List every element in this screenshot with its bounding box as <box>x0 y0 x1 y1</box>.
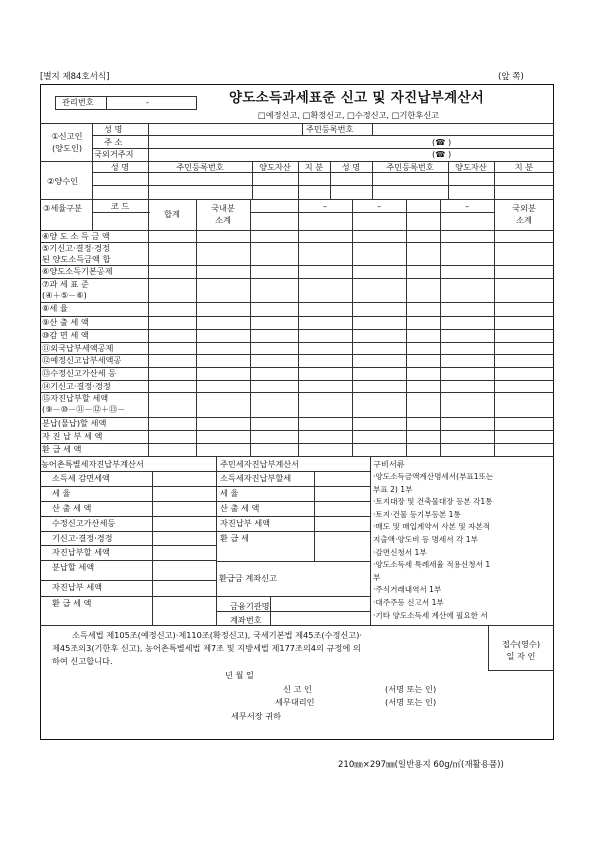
attachment-item: ·기타 양도소득세 계산에 필요한 서 <box>373 610 488 620</box>
attachment-item: ·토지·건물 등기부등본 1통 <box>373 509 461 519</box>
tax-row-line <box>40 430 554 431</box>
addressee: 세무서장 귀하 <box>231 711 282 721</box>
local-row-line <box>216 516 370 517</box>
mgmt-number-label: 관리번호 <box>62 97 94 107</box>
declaration-text-2: 제45조의3(기한후 신고), 농어촌특별세법 제7조 및 지방세법 제177조의4의 규정에 의 <box>52 643 361 653</box>
transferee-col-rrn: 주민등록번호 <box>176 162 224 172</box>
tax-row-label: ④양 도 소 득 금 액 <box>42 231 110 241</box>
report-type-options[interactable]: □예정신고, □확정신고, □수정신고, □기한후신고 <box>258 110 440 120</box>
reporter-address-label: 주 소 <box>104 137 123 147</box>
tax-row-label: ⑫예정신고납부세액공 <box>42 355 122 365</box>
local-row-label: 세 율 <box>220 488 239 498</box>
attachment-item: ·대주주등 신고서 1부 <box>373 598 444 607</box>
attachment-item: ·감면신청서 1부 <box>373 547 427 557</box>
tax-code-dash-2: – <box>376 201 382 211</box>
transferee-col-name: 성 명 <box>110 162 130 172</box>
tax-row-label: ⑪외국납부세액공제 <box>42 343 114 353</box>
tax-row-label: ⑤기신고·결정·경정 된 양도소득금액 합 <box>42 243 111 264</box>
agent-signature-label: 세무대리인 <box>275 697 315 707</box>
tax-foreign-label: 국외분 소계 <box>512 203 536 225</box>
special-row-label: 산 출 세 액 <box>52 503 92 513</box>
special-row-line <box>40 545 216 546</box>
attachment-item: ·양도소득세 특례세율 적용신청서 1 <box>373 560 491 570</box>
bank-name-label: 금융기관명 <box>230 601 270 611</box>
reporter-phone[interactable]: (☎ ) <box>432 137 452 147</box>
tax-row-line <box>40 316 554 317</box>
transferee-col-rrn-2: 주민등록번호 <box>386 162 434 172</box>
declaration-text-1: 소득세법 제105조(예정신고)·제110조(확정신고), 국세기본법 제45조(수정신고)· <box>72 630 363 640</box>
tax-rate-section-label: ③세율구분 <box>43 203 82 213</box>
special-row-label: 환 급 세 액 <box>52 598 92 608</box>
paper-spec-footer: 210㎜×297㎜(일반용지 60g/㎡(재활용품)) <box>338 760 504 770</box>
reporter-section-label: ①신고인 (양도인) <box>51 131 83 153</box>
tax-row-line <box>40 329 554 330</box>
local-row-line <box>216 596 370 597</box>
special-row-label: 분납할 세액 <box>52 562 95 572</box>
tax-row-line <box>40 367 554 368</box>
declaration-text-3: 하여 신고합니다. <box>52 656 113 666</box>
tax-row-label: ⑥양도소득기본공제 <box>42 266 113 276</box>
tax-row-line <box>40 242 554 243</box>
attachments-title: 구비서류 <box>373 459 405 469</box>
page-side-label: (앞 쪽) <box>498 72 524 82</box>
tax-row-line <box>40 443 554 444</box>
attachment-item: 부 <box>373 572 381 582</box>
tax-code-dash-3: – <box>464 201 470 211</box>
special-row-line <box>40 531 216 532</box>
mgmt-number-value[interactable]: - <box>146 97 149 107</box>
reporter-rrn-label: 주민등록번호 <box>306 124 354 134</box>
tax-row-label: 자 진 납 부 세 액 <box>42 431 103 441</box>
attachment-item: 지출액·양도비 등 명세서 각 1부 <box>373 535 478 544</box>
local-row-line <box>216 561 370 562</box>
tax-row-label: ⑬수정신고가산세 등 <box>42 368 117 378</box>
reporter-signature-field[interactable]: (서명 또는 인) <box>385 684 437 694</box>
special-tax-title: 농어촌특별세자진납부계산서 <box>41 459 144 469</box>
local-row-line <box>216 486 370 487</box>
reporter-signature-label: 신 고 인 <box>283 684 312 694</box>
refund-account-label: 환급금 계좌신고 <box>219 573 277 583</box>
agent-signature-field[interactable]: (서명 또는 인) <box>385 697 437 707</box>
form-number: [별지 제84호서식] <box>40 72 110 82</box>
tax-row-line <box>40 417 554 418</box>
local-tax-title: 주민세자진납부계산서 <box>220 459 300 469</box>
special-row-line <box>40 486 216 487</box>
special-row-label: 세 율 <box>52 488 71 498</box>
local-row-label: 환 급 세 <box>220 533 249 543</box>
special-row-label: 수정신고가산세등 <box>52 518 116 528</box>
tax-row-label: ⑩감 면 세 액 <box>42 330 89 340</box>
transferee-col-asset-2: 양도자산 <box>455 162 487 172</box>
local-row-label: 산 출 세 액 <box>220 503 260 513</box>
local-row-line <box>216 531 370 532</box>
tax-row-label: ⑧세 율 <box>42 303 68 313</box>
local-row-label: 자진납부 세액 <box>220 518 271 528</box>
special-row-label: 자진납부 세액 <box>52 582 103 592</box>
tax-row-line <box>40 342 554 343</box>
attachment-item: ·매도 및 매입계약서 사본 및 자본적 <box>373 522 491 532</box>
receipt-stamp-label: 접수(영수) 일 자 인 <box>501 639 541 661</box>
attachment-item: 부표 2) 1부 <box>373 484 413 494</box>
tax-row-line <box>40 278 554 279</box>
attachment-item: ·주식거래내역서 1부 <box>373 585 442 595</box>
transferee-col-asset: 양도자산 <box>259 162 291 172</box>
transferee-col-share-2: 지 분 <box>514 162 534 172</box>
local-row-label: 소득세자진납부할세 <box>220 473 292 483</box>
transferee-col-share: 지 분 <box>304 162 324 172</box>
account-number-label: 계좌번호 <box>230 615 262 625</box>
special-row-label: 기신고·결정·경정 <box>52 533 113 543</box>
attachment-item: ·토지대장 및 건축물대장 등본 각1통 <box>373 497 493 507</box>
tax-row-line <box>40 380 554 381</box>
tax-row-label: 분납(물납)할 세액 <box>42 418 107 428</box>
reporter-phone-abroad[interactable]: (☎ ) <box>432 149 452 159</box>
tax-row-label: ⑭기신고·결정·경정 <box>42 381 111 391</box>
special-row-line <box>40 516 216 517</box>
tax-row-label: 환 급 세 액 <box>42 444 82 454</box>
declaration-date[interactable]: 년 월 일 <box>225 670 254 680</box>
special-row-line <box>40 580 216 581</box>
tax-row-label: ⑮자진납부할 세액 (⑨－⑩－⑪－⑫＋⑬－ <box>42 393 126 414</box>
tax-code-label: 코 드 <box>110 201 130 211</box>
attachment-item: ·양도소득금액계산명세서(부표1또는 <box>373 472 494 481</box>
tax-total-label: 합계 <box>164 209 180 219</box>
reporter-name-label: 성 명 <box>104 124 123 134</box>
form-title: 양도소득과세표준 신고 및 자진납부계산서 <box>229 90 485 106</box>
transferee-col-name-2: 성 명 <box>341 162 361 172</box>
reporter-residence-label: 국외거주지 <box>94 149 134 159</box>
special-row-line <box>40 596 216 597</box>
tax-row-line <box>40 302 554 303</box>
transferee-section-label: ②양수인 <box>47 176 79 186</box>
tax-row-label: ⑦과 세 표 준 (④＋⑤－⑥) <box>42 279 89 300</box>
tax-domestic-label: 국내분 소계 <box>211 203 235 225</box>
tax-row-line <box>40 265 554 266</box>
tax-code-dash-1: – <box>322 201 328 211</box>
special-row-line <box>40 560 216 561</box>
special-row-label: 소득세 감면세액 <box>52 473 110 483</box>
special-row-label: 자진납부할 세액 <box>52 547 110 557</box>
tax-row-label: ⑨산 출 세 액 <box>42 317 89 327</box>
local-row-line <box>216 501 370 502</box>
special-row-line <box>40 501 216 502</box>
